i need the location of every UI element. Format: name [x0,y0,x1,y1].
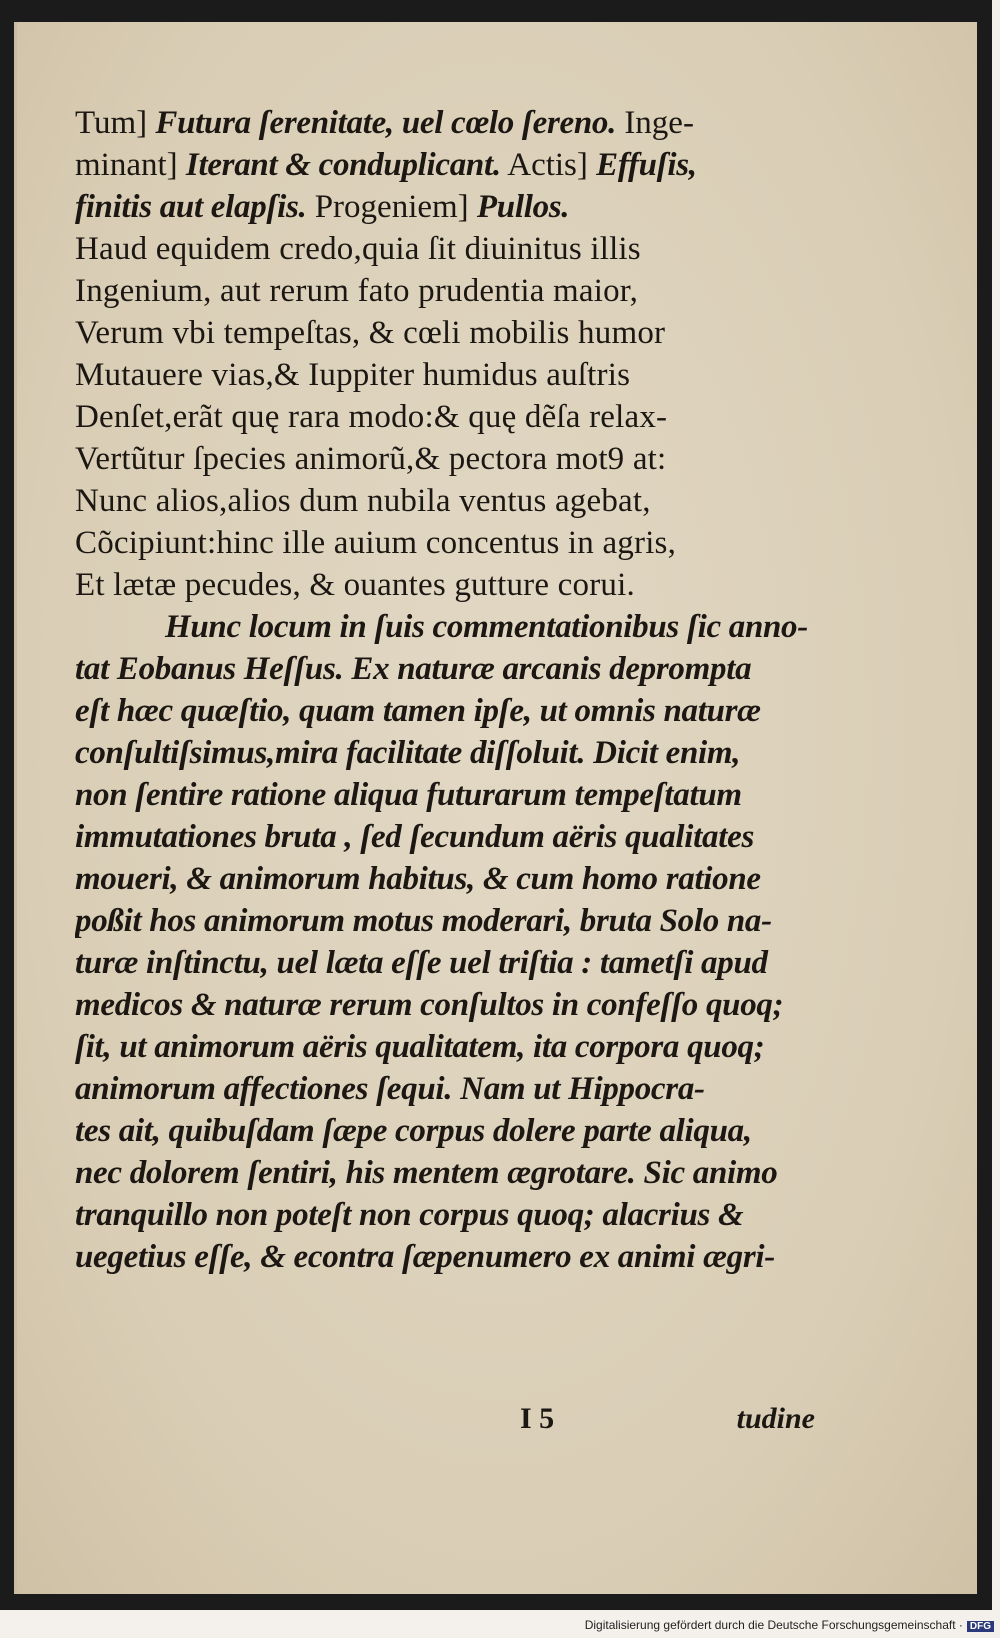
verse-line: Mutauere vias,& Iuppiter humidus auſtris [75,357,631,393]
commentary-line: ſit, ut animorum aëris qualitatem, ita corpora quoq; [75,1029,765,1065]
commentary-line: Tum] Futura ſerenitate, uel cœlo ſereno. Inge- [75,105,694,141]
commentary-line: immutationes bruta , ſed ſecundum aëris qualitates [75,819,754,855]
commentary-main [75,606,815,1278]
commentary-line: uegetius eſſe, & econtra ſæpenumero ex animi ægri- [75,1239,775,1275]
commentary-line: Hunc locum in ſuis commentationibus ſic anno- [165,609,808,645]
commentary-line: tes ait, quibuſdam ſæpe corpus dolere parte aliqua, [75,1113,752,1149]
credit-text: Digitalisierung gefördert durch die Deutsche Forschungsgemeinschaft · [584,1618,963,1632]
verse-line: Verum vbi tempeſtas, & cœli mobilis humor [75,315,666,351]
commentary-line: turæ inſtinctu, uel læta eſſe uel triſtia : tametſi apud [75,945,768,981]
verse-line: Ingenium, aut rerum fato prudentia maior, [75,273,639,309]
text-block [75,102,815,1435]
book-page [14,22,977,1594]
commentary-line: medicos & naturæ rerum conſultos in confeſſo quoq; [75,987,784,1023]
verse-line: Et lætæ pecudes, & ouantes gutture corui. [75,567,635,603]
verse-block [75,228,815,606]
dfg-logo: DFG [967,1621,994,1632]
commentary-line: finitis aut elapſis. Progeniem] Pullos. [75,189,570,225]
commentary-top [75,102,815,228]
commentary-line: non ſentire ratione aliqua futurarum tempeſtatum [75,777,742,813]
commentary-line: conſultiſsimus,mira facilitate diſſoluit. Dicit enim, [75,735,741,771]
verse-line: Nunc alios,alios dum nubila ventus agebat, [75,483,651,519]
commentary-line: moueri, & animorum habitus, & cum homo ratione [75,861,761,897]
catchword: tudine [736,1402,815,1435]
commentary-line: tat Eobanus Heſſus. Ex naturæ arcanis deprompta [75,651,752,687]
page-footer [75,1402,815,1444]
commentary-line: poßit hos animorum motus moderari, bruta Solo na- [75,903,772,939]
commentary-line: eſt hæc quæſtio, quam tamen ipſe, ut omnis naturæ [75,693,761,729]
commentary-line: nec dolorem ſentiri, his mentem ægrotare. Sic animo [75,1155,778,1191]
commentary-line: tranquillo non poteſt non corpus quoq; alacrius & [75,1197,744,1233]
verse-line: Vertũtur ſpecies animorũ,& pectora mot9 at: [75,441,667,477]
commentary-line: minant] Iterant & conduplicant. Actis] Effuſis, [75,147,697,183]
verse-line: Haud equidem credo,quia ſit diuinitus illis [75,231,641,267]
verse-line: Denſet,erãt quę rara modo:& quę dẽſa relax- [75,399,668,435]
digitization-credit [585,1618,994,1632]
signature-mark: I 5 [520,1402,555,1435]
commentary-line: animorum affectiones ſequi. Nam ut Hippocra- [75,1071,705,1107]
verse-line: Cõcipiunt:hinc ille auium concentus in agris, [75,525,677,561]
